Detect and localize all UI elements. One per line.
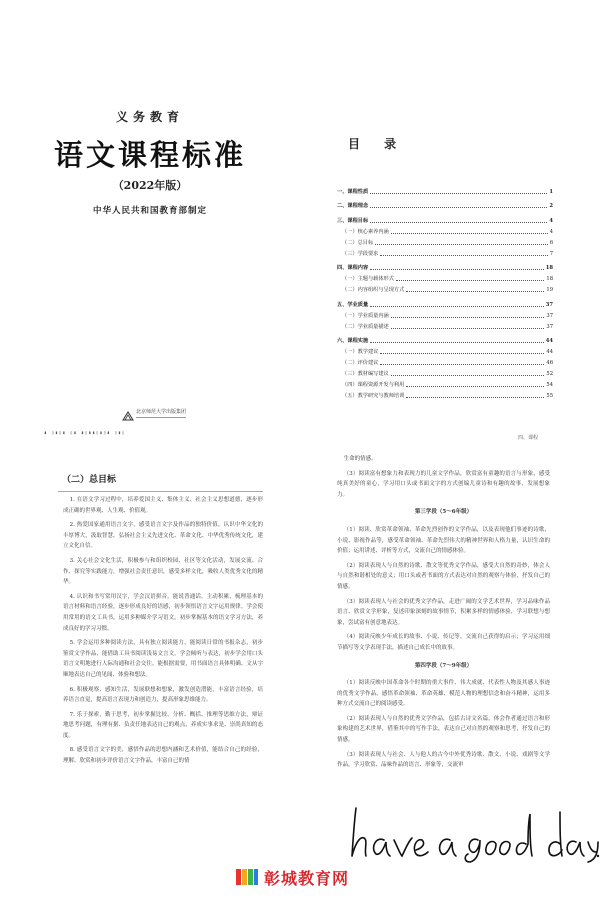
toc-entry-page: 1: [549, 188, 553, 195]
cover-bottom-strip: ▮ ▯▮▯▮ ▯▮ ▮▯▮▮▯▮▯▮ ▯▮▯: [44, 431, 126, 436]
goal-item: 1. 在语文学习过程中，培养爱国主义、集体主义、社会主义思想道德，逐步形成正确的世界观、人生观、价值观。: [63, 497, 263, 514]
toc-entry: [337, 238, 553, 249]
toc-entry-page: 46: [546, 360, 553, 366]
goal-item: 2. 热爱国家通用语言文字，感受语言文字及作品的独特价值，认识中华文化的丰厚博大，汲取智慧，弘扬社会主义先进文化、革命文化、中华优秀传统文化，建立文化自信。: [63, 522, 263, 550]
toc-entry: [337, 391, 553, 402]
stage-heading: 第四学段（7～9年级）: [414, 662, 473, 669]
toc-entry: [337, 201, 553, 212]
cover-subtitle: 义务教育: [115, 110, 184, 124]
stage-paragraph: （4）阅读反映少年成长的故事、小说、传记等，交流自己获得的启示；学习运用细节描写等文学表现手法，描述自己成长中的故事。: [337, 634, 550, 651]
toc-entry-page: 54: [546, 382, 553, 388]
stage-paragraph: （2）阅读表现人与自然的诗歌、散文等优秀文学作品，感受大自然的奇妙，体会人与自然和谐相处的意义；用口头或者书面的方式表达对自然的观察与体验，抒发自己的情感。: [337, 562, 550, 590]
toc-entry: [337, 300, 553, 311]
goals-heading-rule: [58, 491, 263, 492]
toc-entry-label: 一、课程性质: [337, 188, 369, 195]
toc-entry-label: （一）主题与载体形式: [342, 276, 394, 282]
stages-body: [337, 454, 550, 775]
toc-entry-page: 18: [546, 276, 553, 282]
cover-issuer: 中华人民共和国教育部制定: [92, 206, 207, 216]
toc-leader-dots: [370, 193, 547, 194]
toc-entry-label: 四、课程内容: [337, 265, 369, 271]
toc-entry: [337, 249, 553, 260]
toc-entry: [337, 216, 553, 227]
toc-leader-dots: [370, 342, 544, 343]
publisher-underline: [136, 417, 186, 420]
toc-entry-label: （二）内容组织与呈现方式: [342, 287, 405, 293]
stage-paragraph: （2）阅读表现人与自然的优秀文学作品，包括古诗文名篇，体会作者通过语言和形象构建的艺术世界，借鉴其中的写作手法，表达自己对自然的观察和思考，抒发自己的情感。: [337, 715, 550, 744]
toc-entry: [337, 285, 553, 296]
stage-heading: 第三学段（5～6年级）: [414, 509, 473, 516]
toc-list: [337, 183, 553, 402]
toc-leader-dots: [391, 328, 545, 329]
toc-entry: [337, 263, 553, 274]
toc-entry-label: （三）学段要求: [342, 250, 379, 257]
toc-entry-page: 19: [546, 287, 553, 293]
toc-entry-label: 二、课程理念: [337, 203, 369, 209]
goal-item: 4. 认识和书写常用汉字，学会汉语拼音，能说普通话。主动积累、梳理基本的语言材料和语言经验，逐步形成良好的语感，初步领悟语言文字运用规律。学会使用常用的语文工具书，运用多种媒介学习语文，初步掌握基本的语文学习方法，养成良好的学习习惯。: [63, 593, 263, 632]
toc-leader-dots: [391, 317, 545, 318]
toc-leader-dots: [406, 386, 544, 387]
brand-watermark: [235, 862, 395, 892]
toc-entry-label: （二）学业质量描述: [342, 323, 389, 330]
toc-entry-label: （一）教学建议: [342, 349, 379, 355]
toc-entry-label: （四）课程资源开发与利用: [342, 382, 405, 388]
toc-entry: [337, 274, 553, 285]
stage-paragraph: （3）阅读富有想象力和表现力的儿童文学作品，欣赏富有童趣的语言与形象，感受纯真美好的童心，学习用口头或书面文字的方式创编儿童诗和有趣的故事，发展想象力。: [337, 470, 550, 498]
toc-entry-label: （二）评价建议: [342, 360, 379, 366]
toc-entry: [337, 347, 553, 358]
stages-page: [300, 445, 600, 865]
toc-entry: [337, 311, 553, 322]
toc-entry-page: 7: [549, 250, 553, 257]
toc-entry: [337, 380, 553, 391]
stage-paragraph: （3）阅读表现人与社会的优秀文学作品，走进广阔的文学艺术世界，学习品味作品语言、欣赏文学形象，复述印象深刻的故事情节，积累多样的情感体验，学习联想与想象，尝试富有创意地表达。: [337, 598, 550, 626]
toc-entry-page: 2: [549, 203, 553, 209]
toc-entry-label: （一）核心素养内涵: [342, 228, 389, 235]
brand-name: 彰城教育网: [264, 868, 350, 888]
stage-paragraph: （3）阅读表现人与社会、人与他人的古今中外优秀诗歌、散文、小说、戏剧等文学作品，学习欣赏、品味作品的语言、形象等，交流审: [337, 751, 550, 769]
toc-entry-page: 44: [545, 338, 553, 344]
toc-entry-page: 18: [545, 265, 553, 271]
toc-title: 目 录: [348, 137, 407, 151]
toc-leader-dots: [396, 280, 545, 281]
toc-entry-page: 55: [546, 393, 553, 399]
goal-item: 5. 学会运用多种阅读方法，具有独立阅读能力，能阅读日常的书报杂志，初步鉴赏文学作品，能借助工具书阅读浅易文言文。学会倾听与表达，初步学会用口头语言文明地进行人际沟通和社会交往。能根据需要，用书面语言具体明确、文从字顺地表达自己的见闻、体验和想法。: [63, 640, 263, 678]
handwriting-signature: [350, 804, 600, 864]
toc-footer: 四、课程: [518, 435, 539, 441]
toc-entry-page: 37: [546, 312, 553, 319]
book-icon: [235, 867, 259, 887]
toc-entry: [337, 358, 553, 369]
goals-page: [0, 445, 300, 865]
toc-entry-page: 37: [545, 301, 553, 308]
toc-entry-page: 52: [546, 371, 553, 377]
goal-item: 7. 乐于探索，勤于思考，初步掌握比较、分析、概括、推理等思维方法，辩证地思考问题，有理有据、负责任地表达自己的观点，养成实事求是、崇尚真知的态度。: [63, 711, 263, 739]
toc-entry-label: 六、课程实施: [337, 338, 369, 344]
toc-leader-dots: [406, 397, 544, 398]
cover-publisher: 北京师范大学出版集团: [136, 409, 187, 415]
cover-page: [0, 0, 300, 440]
toc-leader-dots: [391, 375, 545, 376]
toc-entry: [337, 369, 553, 380]
stage-paragraph: 生命的情感。: [343, 456, 377, 462]
toc-entry-label: （三）教材编写建议: [342, 371, 389, 377]
goal-item: 6. 积极观察、感知生活，发展联想和想象，激发创造潜能，丰富语言经验，培养语言直觉，提高语言表现力和创造力，提高形象思维能力。: [63, 686, 263, 704]
toc-entry-label: 三、课程目标: [337, 217, 369, 224]
toc-entry-label: （五）教学研究与教师培训: [342, 393, 405, 399]
toc-entry-page: 4: [549, 217, 553, 224]
toc-entry: [337, 322, 553, 333]
cover-edition: （2022年版）: [112, 179, 188, 192]
toc-entry-label: （一）学业质量内涵: [342, 312, 389, 319]
toc-entry-page: 6: [549, 239, 553, 246]
goal-item: 3. 关心社会文化生活，积极参与和组织校园、社区等文化活动，发展交流、合作、探究等实践能力，增强社会责任意识，感受多样文化，吸收人类优秀文化的精华。: [63, 557, 263, 586]
toc-leader-dots: [370, 207, 547, 208]
stage-paragraph: （1）阅读、欣赏革命领袖、革命先烈创作的文学作品，以及表现他们事迹的诗歌、小说、影视作品等，感受革命领袖、革命先烈伟大的精神世界和人格力量，认识生命的价值；运用讲述、评析等方式，交流自己的情感体验。: [337, 526, 550, 555]
goals-body: [63, 495, 263, 771]
toc-page: [300, 0, 600, 440]
toc-leader-dots: [380, 353, 544, 354]
toc-entry: [337, 227, 553, 238]
toc-leader-dots: [370, 306, 544, 307]
toc-entry: [337, 336, 553, 347]
toc-entry-page: 44: [546, 349, 553, 355]
goal-item: 8. 感受语言文字的美，感悟作品的思想内涵和艺术价值，能结合自己的经验，理解、欣赏和初步评价语言文字作品，丰富自己的情: [63, 747, 263, 765]
toc-leader-dots: [380, 255, 547, 256]
toc-leader-dots: [406, 291, 544, 292]
publisher-logo-icon: [122, 411, 134, 421]
toc-leader-dots: [370, 222, 547, 223]
toc-entry: [337, 187, 553, 198]
toc-leader-dots: [375, 244, 548, 245]
toc-entry-label: （二）总目标: [342, 239, 374, 246]
toc-entry-page: 4: [549, 228, 553, 235]
stage-paragraph: （1）阅读反映中国革命各个时期的重大事件、伟大成就、代表性人物及其感人事迹的优秀文学作品，感悟革命领袖、革命英雄、模范人物的理想信念和奋斗精神，运用多种方式交流自己的阅读感受。: [337, 680, 550, 708]
goals-heading: （二）总目标: [62, 475, 117, 485]
cover-title: 语文课程标准: [53, 138, 246, 172]
toc-entry-label: 五、学业质量: [337, 301, 369, 308]
toc-entry-page: 37: [546, 323, 553, 330]
toc-leader-dots: [380, 364, 544, 365]
toc-leader-dots: [391, 233, 548, 234]
toc-leader-dots: [370, 269, 544, 270]
